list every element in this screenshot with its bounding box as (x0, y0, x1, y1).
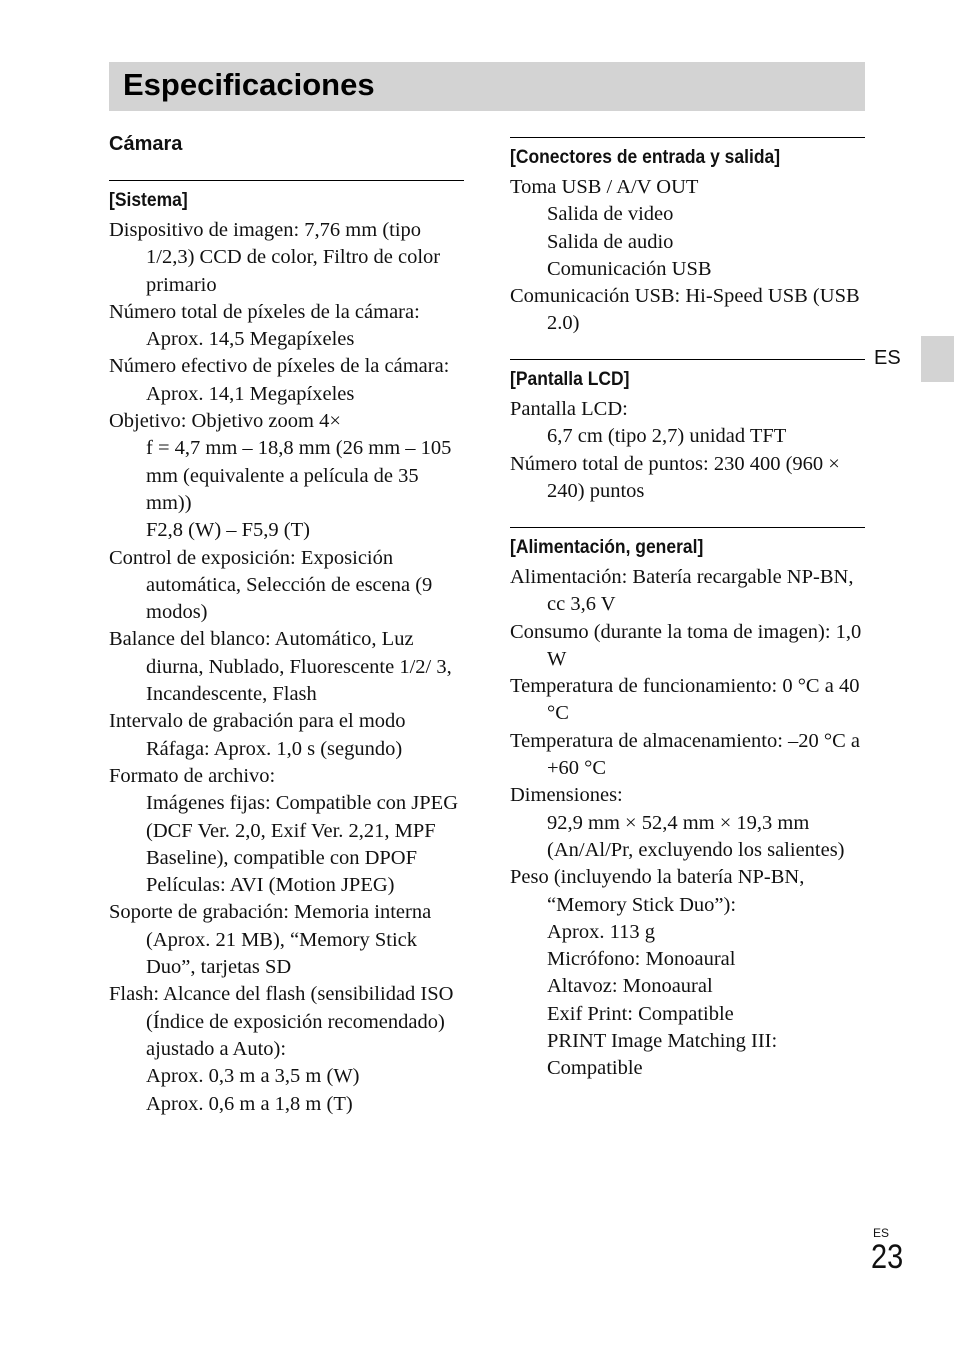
spec-subentry: 92,9 mm × 52,4 mm × 19,3 mm (An/Al/Pr, excluyendo los salientes) (547, 811, 845, 861)
spec-entry: Soporte de grabación: Memoria interna (Aprox. 21 MB), “Memory Stick Duo”, tarjetas SD (109, 901, 432, 979)
entry-list (510, 396, 865, 505)
spec-entry: Número efectivo de píxeles de la cámara: (109, 355, 450, 378)
spec-entry: Control de exposición: Exposición automática, Selección de escena (9 modos) (109, 546, 433, 624)
spec-entry: Consumo (durante la toma de imagen): 1,0 W (510, 620, 862, 670)
spec-subentry: Aprox. 113 g (547, 920, 655, 943)
spec-subentry: Salida de audio (547, 230, 674, 253)
spec-entry: Dispositivo de imagen: 7,76 mm (tipo 1/2,3) CCD de color, Filtro de color primario (109, 219, 441, 296)
spec-entry: Formato de archivo: (109, 764, 276, 787)
title-bar (109, 62, 865, 111)
spec-entry: Flash: Alcance del flash (sensibilidad ISO (Índice de exposición recomendado) ajustado a Auto): (109, 983, 454, 1060)
spec-subentry: Altavoz: Monoaural (547, 975, 713, 998)
spec-entry: Objetivo: Objetivo zoom 4× (109, 410, 341, 433)
page-title: Especificaciones (123, 67, 375, 102)
spec-subentry: 6,7 cm (tipo 2,7) unidad TFT (547, 425, 787, 448)
spec-subentry: Aprox. 14,1 Megapíxeles (146, 382, 355, 405)
spec-entry: Dimensiones: (510, 784, 623, 807)
spec-entry: Toma USB / A/V OUT (510, 176, 699, 198)
entry-list (510, 174, 865, 338)
section-alimentacion (510, 527, 865, 1083)
spec-entry: Balance del blanco: Automático, Luz diurna, Nublado, Fluorescente 1/2/ 3, Incandescente, Flash (109, 628, 452, 706)
spec-subentry: Salida de video (547, 203, 674, 226)
section-heading: [Conectores de entrada y salida] (510, 147, 781, 168)
section-heading: [Alimentación, general] (510, 537, 704, 558)
spec-subentry: Exif Print: Compatible (547, 1002, 734, 1025)
page-number: 23 (871, 1238, 904, 1276)
spec-subentry: PRINT Image Matching III: Compatible (547, 1030, 778, 1080)
spec-subentry: Aprox. 14,5 Megapíxeles (146, 328, 355, 351)
spec-entry: Peso (incluyendo la batería NP-BN, “Memory Stick Duo”): (510, 866, 805, 916)
language-tab (921, 336, 954, 382)
camera-heading: Cámara (109, 133, 183, 155)
entry-list (109, 217, 464, 1118)
spec-subentry: Comunicación USB (547, 257, 712, 280)
spec-subentry: Micrófono: Monoaural (547, 948, 736, 971)
section-heading: [Sistema] (109, 190, 188, 211)
spec-entry: Número total de píxeles de la cámara: (109, 300, 420, 323)
section-pantalla (510, 359, 865, 505)
spec-entry: Temperatura de almacenamiento: –20 °C a +60 °C (510, 729, 860, 780)
section-sistema (109, 180, 464, 1118)
language-tab-label: ES (874, 347, 901, 369)
spec-subentry: Aprox. 0,3 m a 3,5 m (W) (146, 1065, 360, 1088)
spec-entry: Pantalla LCD: (510, 398, 628, 420)
spec-subentry: F2,8 (W) – F5,9 (T) (146, 519, 310, 542)
spec-subentry: Aprox. 0,6 m a 1,8 m (T) (146, 1092, 353, 1115)
spec-entry: Número total de puntos: 230 400 (960 × 240) puntos (510, 452, 840, 502)
spec-subentry: f = 4,7 mm – 18,8 mm (26 mm – 105 mm (equivalente a película de 35 mm)) (146, 437, 452, 514)
spec-entry: Alimentación: Batería recargable NP-BN, cc 3,6 V (510, 566, 854, 616)
spec-subentry: Películas: AVI (Motion JPEG) (146, 874, 395, 897)
spec-entry: Comunicación USB: Hi-Speed USB (USB 2.0) (510, 285, 860, 335)
section-conectores (510, 137, 865, 338)
entry-list (510, 564, 865, 1083)
spec-entry: Temperatura de funcionamiento: 0 °C a 40 °C (510, 675, 860, 725)
footer-language: ES (873, 1226, 890, 1240)
section-heading: [Pantalla LCD] (510, 369, 630, 390)
spec-entry: Intervalo de grabación para el modo Ráfaga: Aprox. 1,0 s (segundo) (109, 710, 406, 760)
spec-subentry: Imágenes fijas: Compatible con JPEG (DCF Ver. 2,0, Exif Ver. 2,21, MPF Baseline), compatible con DPOF (146, 792, 458, 869)
